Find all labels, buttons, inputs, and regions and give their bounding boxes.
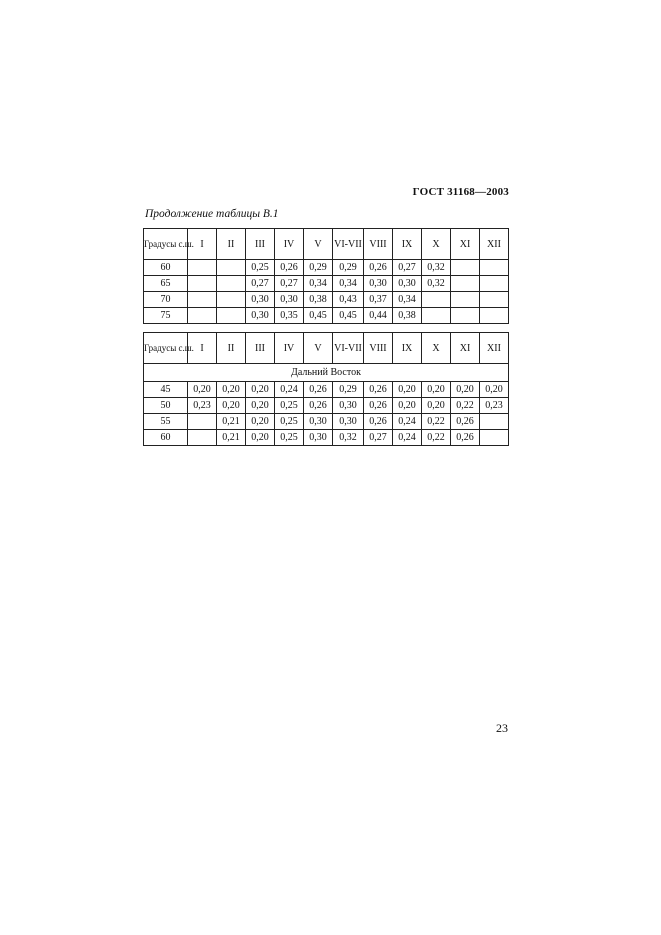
column-header-month: XI — [451, 333, 480, 364]
value-cell: 0,20 — [246, 430, 275, 446]
value-cell: 0,25 — [246, 260, 275, 276]
value-cell — [451, 276, 480, 292]
value-cell — [217, 292, 246, 308]
value-cell — [480, 260, 509, 276]
value-cell: 0,29 — [333, 260, 364, 276]
value-cell: 0,23 — [188, 398, 217, 414]
table-caption: Продолжение таблицы В.1 — [145, 208, 279, 220]
value-cell: 0,30 — [246, 308, 275, 324]
value-cell: 0,43 — [333, 292, 364, 308]
value-cell: 0,22 — [422, 414, 451, 430]
value-cell: 0,30 — [275, 292, 304, 308]
column-header-month: VIII — [364, 333, 393, 364]
value-cell: 0,45 — [304, 308, 333, 324]
value-cell: 0,30 — [333, 398, 364, 414]
value-cell — [451, 260, 480, 276]
column-header-month: X — [422, 229, 451, 260]
table-row — [144, 430, 509, 446]
table-row — [144, 260, 509, 276]
value-cell — [480, 276, 509, 292]
value-cell: 0,26 — [364, 398, 393, 414]
value-cell: 0,34 — [304, 276, 333, 292]
latitude-cell: 70 — [144, 292, 188, 308]
value-cell: 0,22 — [451, 398, 480, 414]
value-cell: 0,20 — [246, 414, 275, 430]
latitude-cell: 60 — [144, 430, 188, 446]
value-cell: 0,34 — [333, 276, 364, 292]
value-cell: 0,26 — [275, 260, 304, 276]
value-cell — [480, 308, 509, 324]
value-cell — [217, 260, 246, 276]
value-cell: 0,25 — [275, 414, 304, 430]
value-cell: 0,38 — [304, 292, 333, 308]
table-row — [144, 398, 509, 414]
value-cell — [188, 308, 217, 324]
value-cell — [451, 308, 480, 324]
value-cell: 0,23 — [480, 398, 509, 414]
column-header-month: VIII — [364, 229, 393, 260]
column-header-month: IX — [393, 333, 422, 364]
column-header-month: IV — [275, 333, 304, 364]
column-header-month: XII — [480, 229, 509, 260]
value-cell: 0,30 — [393, 276, 422, 292]
value-cell: 0,20 — [451, 382, 480, 398]
value-cell — [188, 430, 217, 446]
table-row — [144, 292, 509, 308]
value-cell — [188, 276, 217, 292]
value-cell: 0,24 — [393, 430, 422, 446]
document-standard-code: ГОСТ 31168—2003 — [412, 186, 509, 198]
value-cell — [480, 292, 509, 308]
value-cell: 0,32 — [333, 430, 364, 446]
value-cell: 0,24 — [393, 414, 422, 430]
value-cell: 0,30 — [304, 414, 333, 430]
value-cell — [422, 308, 451, 324]
value-cell — [217, 308, 246, 324]
value-cell — [188, 292, 217, 308]
value-cell: 0,26 — [451, 414, 480, 430]
value-cell: 0,27 — [275, 276, 304, 292]
column-header-month: I — [188, 229, 217, 260]
latitude-cell: 55 — [144, 414, 188, 430]
value-cell: 0,45 — [333, 308, 364, 324]
page-number: 23 — [496, 721, 508, 735]
table-header — [144, 229, 509, 260]
column-header-month: II — [217, 229, 246, 260]
value-cell: 0,24 — [275, 382, 304, 398]
value-cell — [188, 260, 217, 276]
value-cell: 0,26 — [364, 260, 393, 276]
value-cell: 0,26 — [451, 430, 480, 446]
data-table-1 — [143, 228, 509, 324]
table-row — [144, 308, 509, 324]
value-cell: 0,20 — [246, 382, 275, 398]
column-header-month: V — [304, 333, 333, 364]
table-row — [144, 414, 509, 430]
value-cell: 0,35 — [275, 308, 304, 324]
table-body — [144, 364, 509, 446]
value-cell: 0,20 — [246, 398, 275, 414]
value-cell: 0,26 — [304, 382, 333, 398]
latitude-cell: 60 — [144, 260, 188, 276]
column-header-month: IX — [393, 229, 422, 260]
column-header-month: IV — [275, 229, 304, 260]
value-cell: 0,30 — [304, 430, 333, 446]
column-header-month: III — [246, 333, 275, 364]
value-cell: 0,32 — [422, 260, 451, 276]
value-cell: 0,27 — [393, 260, 422, 276]
column-header-latitude: Градусы с.ш. — [144, 229, 188, 260]
column-header-month: XII — [480, 333, 509, 364]
value-cell: 0,20 — [480, 382, 509, 398]
header-row — [144, 229, 509, 260]
value-cell: 0,27 — [246, 276, 275, 292]
table-body — [144, 260, 509, 324]
value-cell: 0,20 — [422, 382, 451, 398]
value-cell: 0,26 — [304, 398, 333, 414]
table-row — [144, 382, 509, 398]
value-cell: 0,20 — [217, 382, 246, 398]
value-cell — [422, 292, 451, 308]
column-header-month: III — [246, 229, 275, 260]
column-header-month: I — [188, 333, 217, 364]
value-cell: 0,34 — [393, 292, 422, 308]
value-cell: 0,26 — [364, 382, 393, 398]
column-header-month: VI-VII — [333, 333, 364, 364]
value-cell: 0,20 — [393, 382, 422, 398]
value-cell: 0,26 — [364, 414, 393, 430]
value-cell: 0,30 — [333, 414, 364, 430]
latitude-cell: 45 — [144, 382, 188, 398]
value-cell: 0,30 — [246, 292, 275, 308]
value-cell: 0,22 — [422, 430, 451, 446]
value-cell: 0,32 — [422, 276, 451, 292]
value-cell — [480, 430, 509, 446]
value-cell: 0,37 — [364, 292, 393, 308]
column-header-month: V — [304, 229, 333, 260]
data-table-2 — [143, 332, 509, 446]
column-header-month: XI — [451, 229, 480, 260]
column-header-month: VI-VII — [333, 229, 364, 260]
section-title: Дальний Восток — [144, 364, 509, 382]
value-cell — [188, 414, 217, 430]
value-cell: 0,25 — [275, 398, 304, 414]
value-cell — [217, 276, 246, 292]
table-header — [144, 333, 509, 364]
value-cell: 0,20 — [393, 398, 422, 414]
value-cell: 0,21 — [217, 430, 246, 446]
section-row — [144, 364, 509, 382]
header-row — [144, 333, 509, 364]
table-row — [144, 276, 509, 292]
value-cell: 0,27 — [364, 430, 393, 446]
value-cell: 0,20 — [188, 382, 217, 398]
value-cell: 0,30 — [364, 276, 393, 292]
value-cell: 0,29 — [304, 260, 333, 276]
column-header-month: II — [217, 333, 246, 364]
value-cell: 0,29 — [333, 382, 364, 398]
value-cell — [480, 414, 509, 430]
column-header-month: X — [422, 333, 451, 364]
latitude-cell: 65 — [144, 276, 188, 292]
value-cell: 0,38 — [393, 308, 422, 324]
value-cell: 0,44 — [364, 308, 393, 324]
value-cell — [451, 292, 480, 308]
value-cell: 0,20 — [217, 398, 246, 414]
latitude-cell: 50 — [144, 398, 188, 414]
value-cell: 0,25 — [275, 430, 304, 446]
value-cell: 0,20 — [422, 398, 451, 414]
latitude-cell: 75 — [144, 308, 188, 324]
column-header-latitude: Градусы с.ш. — [144, 333, 188, 364]
value-cell: 0,21 — [217, 414, 246, 430]
